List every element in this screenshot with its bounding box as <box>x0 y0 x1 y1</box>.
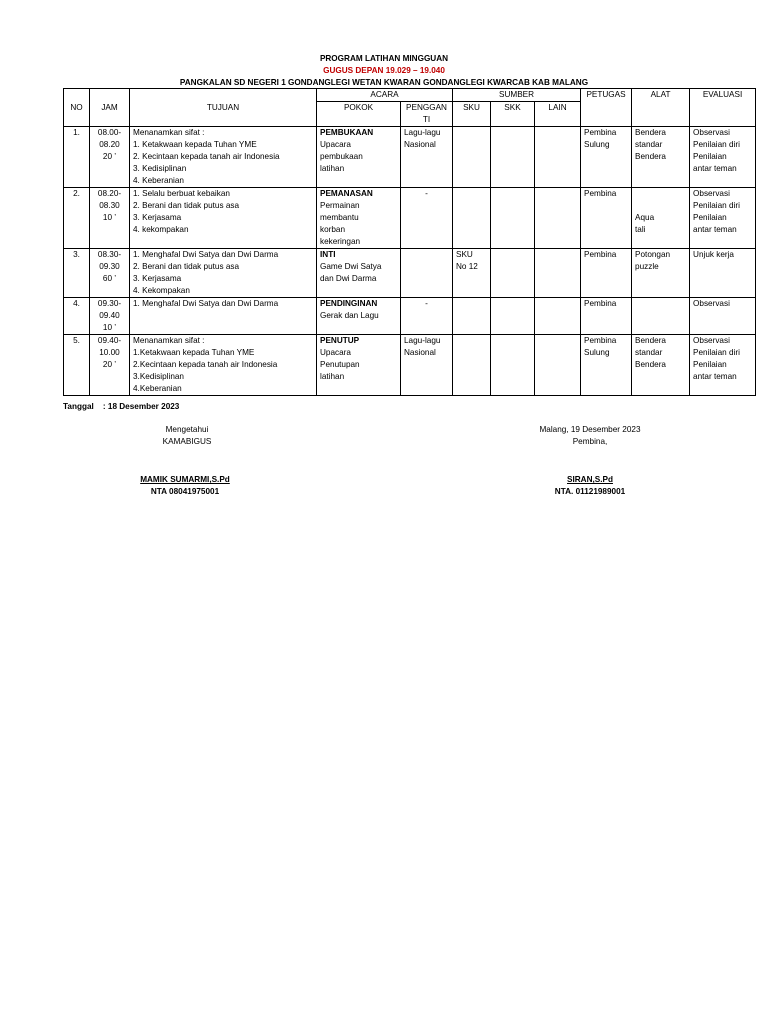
jam-line: 20 ’ <box>102 360 117 369</box>
evaluasi-line: Observasi <box>693 299 730 308</box>
alat-line: Aqua <box>635 213 655 222</box>
cell-lain <box>535 127 581 188</box>
cell-lain <box>535 249 581 298</box>
tujuan-line: 3.Kedisiplinan <box>133 372 184 381</box>
cell-tujuan <box>130 188 317 249</box>
table-row <box>64 298 756 335</box>
alat-line: Bendera <box>635 152 666 161</box>
jam-line: 09.30- <box>97 299 122 308</box>
cell-evaluasi <box>690 127 756 188</box>
pokok-line: Gerak dan Lagu <box>320 311 379 320</box>
cell-tujuan <box>130 249 317 298</box>
cell-skk <box>491 188 535 249</box>
alat-line <box>635 200 686 212</box>
cell-no: 5. <box>64 335 90 396</box>
pengganti-line: Lagu-lagu <box>404 336 441 345</box>
pangkalan-line: PANGKALAN SD NEGERI 1 GONDANGLEGI WETAN KWARAN GONDANGLEGI KWARCAB KAB MALANG <box>179 78 589 87</box>
cell-penunjang <box>401 249 453 298</box>
alat-line: standar <box>635 348 663 357</box>
header-acara: ACARA <box>317 89 453 102</box>
cell-no: 4. <box>64 298 90 335</box>
cell-jam <box>90 188 130 249</box>
evaluasi-line: Penilaian diri <box>693 140 740 149</box>
pokok-line: Upacara <box>320 140 351 149</box>
cell-tujuan <box>130 335 317 396</box>
tujuan-line: 1. Menghafal Dwi Satya dan Dwi Darma <box>133 299 279 308</box>
alat-line: Bendera <box>635 128 666 137</box>
pengganti-line: Lagu-lagu <box>404 128 441 137</box>
evaluasi-line: Observasi <box>693 336 730 345</box>
alat-line: tali <box>635 225 646 234</box>
evaluasi-line: Penilaian diri <box>693 201 740 210</box>
pokok-line: latihan <box>320 372 345 381</box>
header-jam: JAM <box>90 89 130 127</box>
pokok-line: pembukaan <box>320 152 363 161</box>
tujuan-line: 4. kekompakan <box>133 225 189 234</box>
pokok-title: PEMANASAN <box>320 189 373 198</box>
cell-pokok <box>317 249 401 298</box>
program-table <box>63 88 756 396</box>
cell-lain <box>535 188 581 249</box>
place-date: Malang, 19 Desember 2023 <box>539 425 641 434</box>
jam-line: 20 ’ <box>102 152 117 161</box>
header-petugas: PETUGAS <box>581 89 632 127</box>
cell-penunjang <box>401 127 453 188</box>
jam-line: 09.40 <box>99 311 120 320</box>
cell-jam <box>90 298 130 335</box>
cell-sku <box>453 298 491 335</box>
cell-jam <box>90 249 130 298</box>
header-no: NO <box>64 89 90 127</box>
cell-skk <box>491 298 535 335</box>
cell-pokok <box>317 127 401 188</box>
pengganti-line: - <box>425 189 428 198</box>
document-title: PROGRAM LATIHAN MINGGUAN <box>319 54 449 63</box>
tujuan-line: Menanamkan sifat : <box>133 128 205 137</box>
jam-line: 08.00- <box>97 128 122 137</box>
header-sku: SKU <box>453 102 491 127</box>
tujuan-line: 3. Kerjasama <box>133 213 182 222</box>
evaluasi-line: Observasi <box>693 189 730 198</box>
tanggal-value: : 18 Desember 2023 <box>102 402 180 411</box>
petugas-line: Pembina <box>584 189 617 198</box>
cell-penunjang <box>401 298 453 335</box>
evaluasi-line: Penilaian diri <box>693 348 740 357</box>
pembina-name: SIRAN,S.Pd <box>567 475 613 484</box>
jam-line: 08.20- <box>97 189 122 198</box>
cell-alat <box>632 188 690 249</box>
pokok-line: kekeringan <box>320 237 361 246</box>
cell-alat <box>632 249 690 298</box>
pengganti-line: Nasional <box>404 348 436 357</box>
pembina-nta: NTA. 01121989001 <box>554 487 626 496</box>
evaluasi-line: Penilaian <box>693 213 727 222</box>
tujuan-line: 2. Kecintaan kepada tanah air Indonesia <box>133 152 280 161</box>
cell-petugas <box>581 188 632 249</box>
pokok-title: PEMBUKAAN <box>320 128 374 137</box>
pokok-line: latihan <box>320 164 345 173</box>
cell-petugas <box>581 298 632 335</box>
tujuan-line: 1. Menghafal Dwi Satya dan Dwi Darma <box>133 250 279 259</box>
cell-penunjang <box>401 335 453 396</box>
kamabigus-name: MAMIK SUMARMI,S.Pd <box>140 475 230 484</box>
cell-sku <box>453 335 491 396</box>
evaluasi-line: Observasi <box>693 128 730 137</box>
petugas-line: Sulung <box>584 140 610 149</box>
pokok-title: PENUTUP <box>320 336 360 345</box>
tanggal-label: Tanggal <box>63 402 94 411</box>
evaluasi-line: antar teman <box>693 225 737 234</box>
tujuan-line: 2. Berani dan tidak putus asa <box>133 262 240 271</box>
cell-evaluasi <box>690 249 756 298</box>
cell-pokok <box>317 188 401 249</box>
cell-tujuan <box>130 127 317 188</box>
pembina-label: Pembina, <box>572 437 608 446</box>
tujuan-line: Menanamkan sifat : <box>133 336 205 345</box>
table-row <box>64 188 756 249</box>
jam-line: 08.30 <box>99 201 120 210</box>
mengetahui-label: Mengetahui <box>165 425 209 434</box>
jam-line: 10.00 <box>99 348 120 357</box>
cell-sku <box>453 127 491 188</box>
header-alat: ALAT <box>632 89 690 127</box>
table-row <box>64 249 756 298</box>
cell-no: 1. <box>64 127 90 188</box>
pengganti-line: - <box>425 299 428 308</box>
jam-line: 08.30- <box>97 250 122 259</box>
alat-line: puzzle <box>635 262 659 271</box>
jam-line: 09.40- <box>97 336 122 345</box>
table-row <box>64 335 756 396</box>
header-pokok: POKOK <box>317 102 401 127</box>
evaluasi-line: antar teman <box>693 164 737 173</box>
alat-line: Bendera <box>635 360 666 369</box>
alat-line: Potongan <box>635 250 671 259</box>
pengganti-line: Nasional <box>404 140 436 149</box>
cell-no: 3. <box>64 249 90 298</box>
cell-no: 2. <box>64 188 90 249</box>
cell-sku <box>453 249 491 298</box>
jam-line: 60 ’ <box>102 274 117 283</box>
sku-line: No 12 <box>456 262 478 271</box>
header-sumber: SUMBER <box>453 89 581 102</box>
cell-jam <box>90 335 130 396</box>
alat-line: Bendera <box>635 336 666 345</box>
header-penunjang-line1: PENGGAN <box>406 103 447 112</box>
alat-line <box>635 188 686 200</box>
cell-skk <box>491 127 535 188</box>
kamabigus-label: KAMABIGUS <box>162 437 212 446</box>
cell-tujuan <box>130 298 317 335</box>
petugas-line: Pembina <box>584 299 617 308</box>
tujuan-line: 2. Berani dan tidak putus asa <box>133 201 240 210</box>
cell-alat <box>632 335 690 396</box>
cell-sku <box>453 188 491 249</box>
tujuan-line: 4.Keberanian <box>133 384 182 393</box>
pokok-title: PENDINGINAN <box>320 299 378 308</box>
tanggal-row <box>63 401 179 413</box>
evaluasi-line: Penilaian <box>693 152 727 161</box>
header-tujuan: TUJUAN <box>130 89 317 127</box>
header-penunjang-line2: TI <box>422 115 431 124</box>
cell-skk <box>491 249 535 298</box>
pokok-line: Permainan <box>320 201 360 210</box>
tujuan-line: 3. Kedisiplinan <box>133 164 187 173</box>
cell-skk <box>491 335 535 396</box>
jam-line: 10 ’ <box>102 213 117 222</box>
cell-evaluasi <box>690 335 756 396</box>
cell-lain <box>535 298 581 335</box>
evaluasi-line: Unjuk kerja <box>693 250 734 259</box>
cell-petugas <box>581 249 632 298</box>
table-row <box>64 127 756 188</box>
header-penunjang <box>401 102 453 127</box>
pokok-line: membantu <box>320 213 359 222</box>
jam-line: 09.30 <box>99 262 120 271</box>
header-evaluasi: EVALUASI <box>690 89 756 127</box>
jam-line: 08.20 <box>99 140 120 149</box>
tujuan-line: 3. Kerjasama <box>133 274 182 283</box>
gugus-depan-line: GUGUS DEPAN 19.029 – 19.040 <box>323 66 445 75</box>
pokok-line: Game Dwi Satya <box>320 262 382 271</box>
evaluasi-line: Penilaian <box>693 360 727 369</box>
cell-petugas <box>581 127 632 188</box>
evaluasi-line: antar teman <box>693 372 737 381</box>
pokok-title: INTI <box>320 250 336 259</box>
cell-pokok <box>317 298 401 335</box>
tujuan-line: 1. Selalu berbuat kebaikan <box>133 189 230 198</box>
pokok-line: dan Dwi Darma <box>320 274 377 283</box>
cell-evaluasi <box>690 298 756 335</box>
tujuan-line: 1.Ketakwaan kepada Tuhan YME <box>133 348 255 357</box>
header-skk: SKK <box>491 102 535 127</box>
pokok-line: Upacara <box>320 348 351 357</box>
petugas-line: Pembina <box>584 250 617 259</box>
sku-line: SKU <box>456 250 473 259</box>
cell-jam <box>90 127 130 188</box>
tujuan-line: 1. Ketakwaan kepada Tuhan YME <box>133 140 257 149</box>
header-lain: LAIN <box>535 102 581 127</box>
cell-alat <box>632 298 690 335</box>
petugas-line: Sulung <box>584 348 610 357</box>
cell-petugas <box>581 335 632 396</box>
jam-line: 10 ’ <box>102 323 117 332</box>
pokok-line: korban <box>320 225 346 234</box>
cell-penunjang <box>401 188 453 249</box>
alat-line: standar <box>635 140 663 149</box>
petugas-line: Pembina <box>584 128 617 137</box>
cell-pokok <box>317 335 401 396</box>
kamabigus-nta: NTA 08041975001 <box>150 487 220 496</box>
tujuan-line: 4. Keberanian <box>133 176 184 185</box>
cell-evaluasi <box>690 188 756 249</box>
cell-alat <box>632 127 690 188</box>
tujuan-line: 2.Kecintaan kepada tanah air Indonesia <box>133 360 278 369</box>
cell-lain <box>535 335 581 396</box>
pokok-line: Penutupan <box>320 360 360 369</box>
petugas-line: Pembina <box>584 336 617 345</box>
tujuan-line: 4. Kekompakan <box>133 286 190 295</box>
